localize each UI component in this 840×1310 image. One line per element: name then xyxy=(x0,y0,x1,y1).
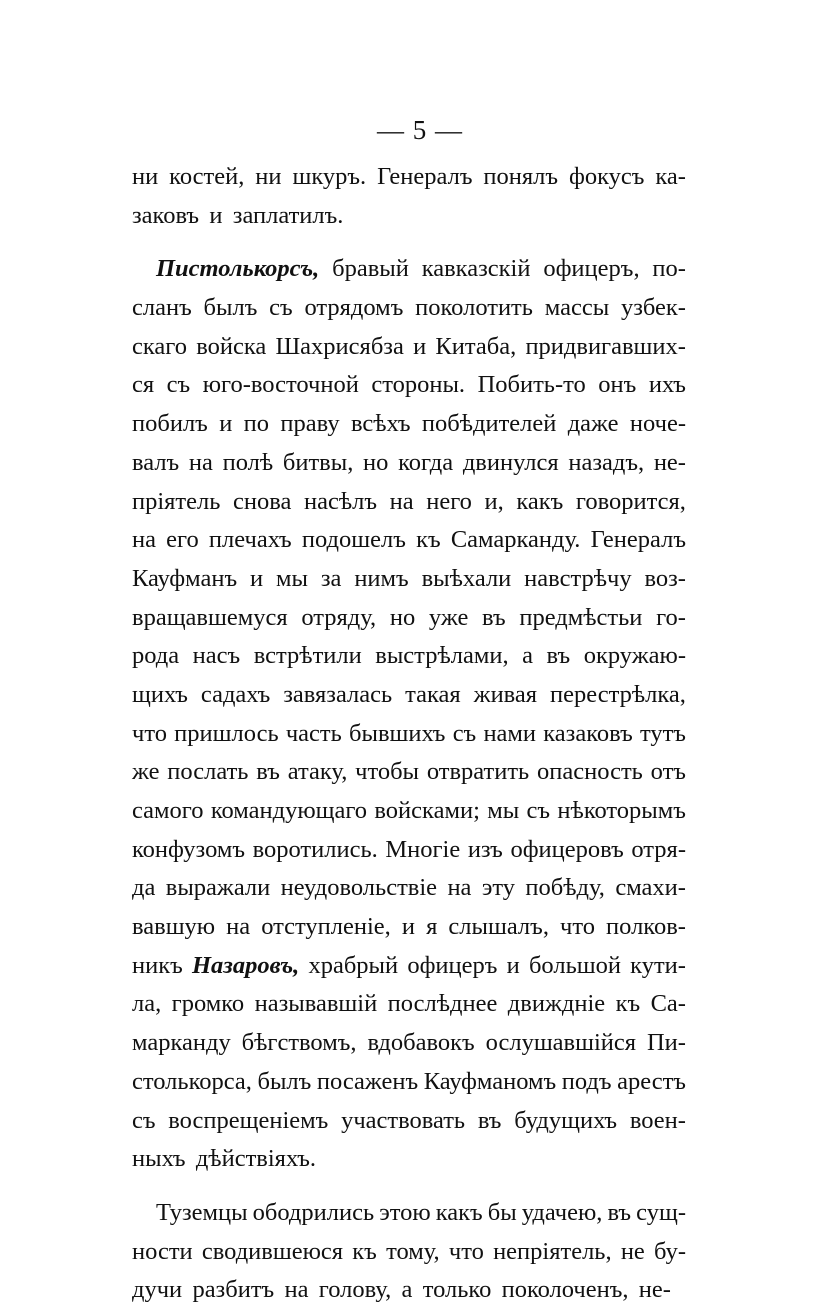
word: посаженъ xyxy=(316,1067,419,1095)
text-line xyxy=(132,366,686,405)
word: столькорса, xyxy=(132,1067,252,1095)
word: Генералъ xyxy=(377,163,473,190)
word: тому, xyxy=(386,1237,440,1265)
word: удачею, xyxy=(521,1198,603,1226)
text-line xyxy=(132,197,686,236)
word: съ xyxy=(526,797,551,824)
word: же xyxy=(132,758,160,786)
word: въ xyxy=(477,1106,502,1134)
word: съ xyxy=(452,719,477,747)
word: и, xyxy=(484,487,504,515)
word: узбек- xyxy=(620,294,686,322)
word: придвигавших- xyxy=(525,332,686,360)
text-line xyxy=(132,328,686,367)
word: офицеровъ xyxy=(510,835,624,863)
text-line xyxy=(132,483,686,522)
word: этою xyxy=(379,1198,431,1226)
text-line xyxy=(132,908,686,947)
word: Туземцы xyxy=(156,1198,248,1226)
word: что xyxy=(560,913,595,941)
word: бы xyxy=(487,1198,517,1226)
word: къ xyxy=(416,526,441,554)
word: отрядомъ xyxy=(304,294,404,322)
italic-name: Назаровъ, xyxy=(191,951,300,979)
word: окружаю- xyxy=(583,642,686,670)
word: ся xyxy=(132,371,155,399)
word: къ xyxy=(615,990,641,1018)
word: садахъ xyxy=(200,680,271,708)
text-line xyxy=(132,1194,686,1233)
text-line xyxy=(132,792,686,831)
word: арестъ xyxy=(617,1067,686,1095)
word: Китаба, xyxy=(435,332,517,360)
word: сланъ xyxy=(132,294,192,322)
paragraph-gap xyxy=(132,235,686,250)
word: него xyxy=(426,487,472,515)
word: Самарканду. xyxy=(450,526,581,554)
word: бѣгствомъ, xyxy=(241,1029,357,1057)
word: и xyxy=(401,913,415,941)
word: юго-восточной xyxy=(202,371,359,399)
word: съ xyxy=(166,371,191,399)
word: его xyxy=(166,526,199,554)
word: по- xyxy=(652,255,686,283)
word: побѣду, xyxy=(525,874,605,902)
body-text xyxy=(132,158,686,1310)
word: будущихъ xyxy=(514,1106,618,1134)
word: ослушавшійся xyxy=(485,1029,637,1057)
word: перестрѣлка, xyxy=(550,680,686,708)
word: а xyxy=(401,1276,413,1304)
word: отряду, xyxy=(301,603,377,631)
word: изъ xyxy=(467,835,503,863)
word: называвшій xyxy=(254,990,378,1018)
word: непріятель, xyxy=(493,1237,612,1265)
word: Са- xyxy=(650,990,686,1018)
word: участвовать xyxy=(341,1106,466,1134)
word: дѣйствіяхъ. xyxy=(195,1145,317,1173)
word: выѣхали xyxy=(421,564,512,592)
word: насѣлъ xyxy=(303,487,378,515)
word: что xyxy=(132,719,167,747)
word: что xyxy=(448,1237,484,1265)
word: побилъ xyxy=(132,410,208,438)
word: разбитъ xyxy=(192,1276,275,1304)
word: командующаго xyxy=(210,797,368,824)
word: всѣхъ xyxy=(350,410,411,438)
text-line xyxy=(132,158,686,197)
text-line xyxy=(132,405,686,444)
word: онъ xyxy=(598,371,637,399)
word: послѣднее xyxy=(387,990,498,1018)
word: выстрѣлами, xyxy=(375,642,509,670)
italic-name: Пистолькорсъ, xyxy=(156,255,320,283)
word: бывшихъ xyxy=(349,719,446,747)
word: въ xyxy=(482,603,506,631)
word: ноче- xyxy=(629,410,686,438)
word: и xyxy=(219,410,233,438)
word: Многіе xyxy=(385,835,461,863)
word: съ xyxy=(132,1106,156,1134)
text-line xyxy=(132,1024,686,1063)
word: отря- xyxy=(631,835,686,863)
word: кавказскій xyxy=(421,255,531,283)
word: въ xyxy=(607,1198,632,1226)
word: казаковъ xyxy=(543,719,633,747)
word: послать xyxy=(167,758,249,786)
text-line xyxy=(132,985,686,1024)
word: костей, xyxy=(169,163,245,190)
word: а xyxy=(522,642,533,670)
word: да xyxy=(132,874,156,902)
word: даже xyxy=(567,410,619,438)
word: мы xyxy=(276,564,308,592)
text-line xyxy=(132,599,686,638)
word: на xyxy=(188,448,213,476)
word: праву xyxy=(280,410,340,438)
word: вдобавокъ xyxy=(367,1029,475,1057)
word: уже xyxy=(428,603,469,631)
word: дучи xyxy=(132,1276,183,1304)
word: на xyxy=(284,1276,309,1304)
word: движдніе xyxy=(507,990,606,1018)
word: не xyxy=(620,1237,645,1265)
word: Кауфманомъ xyxy=(423,1067,557,1095)
word: войска xyxy=(196,332,267,360)
word: двинулся xyxy=(462,448,559,476)
word: неудовольствіе xyxy=(280,874,438,902)
word: только xyxy=(422,1276,492,1304)
word: ка- xyxy=(655,163,686,190)
word: насъ xyxy=(192,642,241,670)
word: воротились. xyxy=(252,835,378,863)
text-line xyxy=(132,444,686,483)
word: поколотить xyxy=(415,294,533,322)
word: вращавшемуся xyxy=(132,603,288,631)
word: и xyxy=(413,332,427,360)
text-line xyxy=(132,289,686,328)
word: предмѣстьи xyxy=(519,603,643,631)
word: заплатилъ. xyxy=(232,201,344,229)
word: выражали xyxy=(165,874,271,902)
word: битвы, xyxy=(282,448,354,476)
text-line xyxy=(132,560,686,599)
text-line xyxy=(132,1063,686,1102)
word: воз- xyxy=(644,564,686,592)
word: но xyxy=(363,448,389,476)
word: голову, xyxy=(318,1276,392,1304)
word: воен- xyxy=(629,1106,686,1134)
word: ла, xyxy=(132,990,162,1018)
word: по xyxy=(243,410,270,438)
word: но xyxy=(389,603,416,631)
word: былъ xyxy=(257,1067,312,1095)
word: бравый xyxy=(332,255,409,283)
word: плечахъ xyxy=(208,526,292,554)
word: конфузомъ xyxy=(132,835,246,863)
word: марканду xyxy=(132,1029,231,1057)
word: храбрый xyxy=(308,951,399,979)
word: нѣкоторымъ xyxy=(557,797,686,824)
word: валъ xyxy=(132,448,180,476)
word: бу- xyxy=(654,1237,686,1265)
word: не- xyxy=(653,448,686,476)
word: полѣ xyxy=(222,448,274,476)
word: когда xyxy=(398,448,454,476)
word: кути- xyxy=(630,951,686,979)
paragraph-gap xyxy=(132,1179,686,1194)
word: на xyxy=(226,913,251,941)
word: на xyxy=(447,874,472,902)
word: какъ xyxy=(516,487,564,515)
word: встрѣтили xyxy=(253,642,362,670)
text-line xyxy=(132,1271,686,1310)
word: и xyxy=(209,201,223,229)
text-line xyxy=(132,947,686,986)
word: ихъ xyxy=(648,371,686,399)
word: назадъ, xyxy=(568,448,645,476)
word: самого xyxy=(132,797,204,824)
word: не- xyxy=(638,1276,671,1304)
word: отвратить xyxy=(426,758,530,786)
word: поколоченъ, xyxy=(501,1276,629,1304)
word: за xyxy=(320,564,342,592)
word: офицеръ, xyxy=(543,255,640,283)
word: говорится, xyxy=(575,487,686,515)
word: на xyxy=(389,487,414,515)
word: нами xyxy=(483,719,537,747)
text-line xyxy=(132,521,686,560)
page-number: — 5 — xyxy=(377,115,463,145)
word: подъ xyxy=(561,1067,612,1095)
word: массы xyxy=(544,294,610,322)
text-line xyxy=(132,753,686,792)
word: щихъ xyxy=(132,680,188,708)
word: пришлось xyxy=(174,719,279,747)
word: въ xyxy=(256,758,280,786)
word: былъ xyxy=(203,294,258,322)
text-line xyxy=(132,250,686,289)
word: нимъ xyxy=(354,564,409,592)
word: опасность xyxy=(537,758,643,786)
text-line xyxy=(132,1140,686,1179)
word: большой xyxy=(528,951,621,979)
word: вавшую xyxy=(132,913,216,941)
text-line xyxy=(132,831,686,870)
word: слышалъ, xyxy=(448,913,549,941)
word: Побить-то xyxy=(477,371,586,399)
word: ни xyxy=(255,163,282,190)
word: эту xyxy=(481,874,515,902)
word: къ xyxy=(352,1237,377,1265)
word: скаго xyxy=(132,332,187,360)
word: смахи- xyxy=(615,874,686,902)
word: подошелъ xyxy=(301,526,406,554)
word: такая xyxy=(405,680,461,708)
word: рода xyxy=(132,642,180,670)
word: фокусъ xyxy=(568,163,645,190)
word: пріятель xyxy=(132,487,221,515)
word: войсками; xyxy=(374,797,480,824)
word: шкуръ. xyxy=(292,163,367,190)
word: понялъ xyxy=(483,163,559,190)
word: часть xyxy=(285,719,342,747)
word: побѣдителей xyxy=(421,410,557,438)
word: отступленіе, xyxy=(261,913,391,941)
word: заковъ xyxy=(132,201,200,229)
word: ободрились xyxy=(252,1198,375,1226)
word: чтобы xyxy=(355,758,420,786)
word: навстрѣчу xyxy=(524,564,632,592)
word: отъ xyxy=(650,758,686,786)
text-line xyxy=(132,637,686,676)
word: и xyxy=(250,564,264,592)
text-line xyxy=(132,715,686,754)
word: ныхъ xyxy=(132,1145,186,1173)
word: завязалась xyxy=(283,680,393,708)
word: съ xyxy=(269,294,293,322)
word: я xyxy=(426,913,438,941)
word: тутъ xyxy=(639,719,686,747)
word: въ xyxy=(546,642,571,670)
word: на xyxy=(132,526,156,554)
word: Шахрисябза xyxy=(275,332,404,360)
word: ни xyxy=(132,163,159,190)
word: снова xyxy=(233,487,292,515)
word: полков- xyxy=(606,913,686,941)
text-line xyxy=(132,676,686,715)
word: офицеръ xyxy=(407,951,498,979)
word: атаку, xyxy=(287,758,348,786)
word: сводившеюся xyxy=(201,1237,344,1265)
word: воспрещеніемъ xyxy=(168,1106,329,1134)
word: живая xyxy=(473,680,538,708)
text-line xyxy=(132,1233,686,1272)
word: стороны. xyxy=(371,371,466,399)
word: никъ xyxy=(132,951,183,979)
word: Генералъ xyxy=(590,526,686,554)
word: сущ- xyxy=(636,1198,686,1226)
word: громко xyxy=(171,990,245,1018)
word: мы xyxy=(487,797,520,824)
word: Пи- xyxy=(646,1029,686,1057)
word: какъ xyxy=(435,1198,483,1226)
word: Кауфманъ xyxy=(132,564,238,592)
text-line xyxy=(132,869,686,908)
word: го- xyxy=(656,603,686,631)
text-line xyxy=(132,1102,686,1141)
word: и xyxy=(506,951,520,979)
word: ности xyxy=(132,1237,193,1265)
